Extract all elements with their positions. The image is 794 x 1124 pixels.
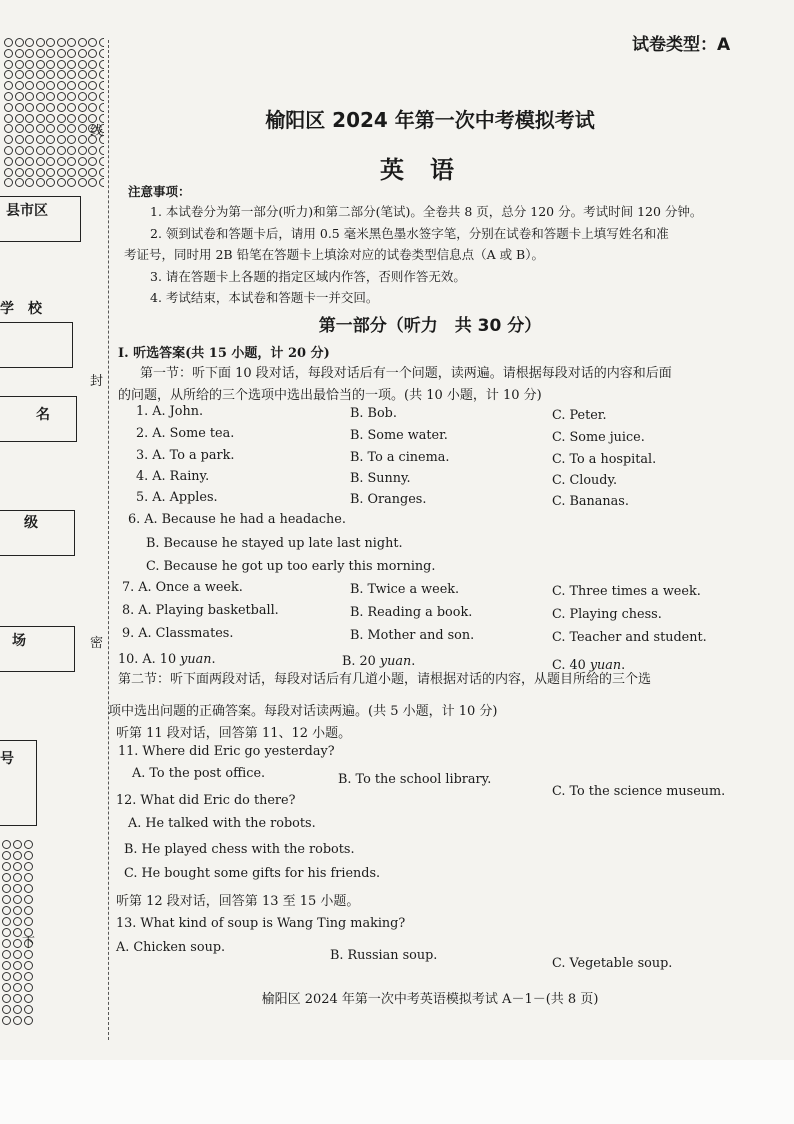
- binding-char-xia: 下: [22, 936, 36, 951]
- q12-stem: 12. What did Eric do there?: [116, 793, 296, 808]
- q13-stem: 13. What kind of soup is Wang Ting making?: [116, 916, 406, 931]
- option-b: B. Some water.: [350, 428, 448, 443]
- sec1-instruction-2: 的问题，从所给的三个选项中选出最恰当的一项。(共 10 小题，计 10 分): [118, 388, 542, 403]
- binding-cut-line: [108, 40, 109, 1040]
- field-label-name: 名: [36, 407, 50, 423]
- notice-line-3: 考证号，同时用 2B 铅笔在答题卡上填涂对应的试卷类型信息点（A 或 B）。: [124, 247, 544, 262]
- q10-option-b: B. 20 yuan.: [342, 654, 416, 669]
- option-b: B. Bob.: [350, 406, 397, 421]
- section-heading: Ⅰ. 听选答案(共 15 小题，计 20 分): [118, 346, 330, 361]
- q11-option-a: A. To the post office.: [132, 766, 266, 781]
- option-c: C. Playing chess.: [552, 607, 662, 622]
- q10-option-a: 10. A. 10 yuan.: [118, 652, 216, 667]
- option-a: 8. A. Playing basketball.: [122, 603, 279, 618]
- field-label-number: 号: [0, 751, 14, 767]
- page-bottom-edge: [0, 1060, 794, 1124]
- option-a: 5. A. Apples.: [136, 490, 218, 505]
- notice-line-2: 2. 领到试卷和答题卡后，请用 0.5 毫米黑色墨水签字笔，分别在试卷和答题卡上填写姓名和准: [150, 226, 669, 241]
- notice-heading: 注意事项：: [128, 184, 191, 199]
- option-a: 2. A. Some tea.: [136, 426, 235, 441]
- option-b: B. Reading a book.: [350, 605, 473, 620]
- q11-option-c: C. To the science museum.: [552, 784, 726, 799]
- option-c: C. Some juice.: [552, 430, 645, 445]
- option-b: B. Twice a week.: [350, 582, 460, 597]
- option-b: B. Sunny.: [350, 471, 411, 486]
- notice-line-1: 1. 本试卷分为第一部分(听力)和第二部分(笔试)。全卷共 8 页，总分 120 分。考试时间 120 分钟。: [150, 204, 703, 219]
- binding-char-mi: 密: [90, 636, 104, 651]
- q10-option-c: C. 40 yuan.: [552, 658, 626, 673]
- q12-option-a: A. He talked with the robots.: [128, 816, 316, 831]
- q13-option-c: C. Vegetable soup.: [552, 956, 673, 971]
- option-a: 1. A. John.: [136, 404, 204, 419]
- paper-type-label: 试卷类型：A: [632, 35, 731, 55]
- dialogue-11-heading: 听第 11 段对话，回答第 11、12 小题。: [116, 726, 352, 741]
- option-a: 9. A. Classmates.: [122, 626, 234, 641]
- q11-option-b: B. To the school library.: [338, 772, 492, 787]
- notice-line-5: 4. 考试结束，本试卷和答题卡一并交回。: [150, 290, 379, 305]
- page-footer: 榆阳区 2024 年第一次中考英语模拟考试 A－1－(共 8 页): [261, 992, 599, 1007]
- option-c: C. Cloudy.: [552, 473, 618, 488]
- q13-option-a: A. Chicken soup.: [116, 940, 226, 955]
- option-c: C. Three times a week.: [552, 584, 701, 599]
- q13-option-b: B. Russian soup.: [330, 948, 438, 963]
- option-b: B. To a cinema.: [350, 450, 450, 465]
- option-a: 3. A. To a park.: [136, 448, 235, 463]
- q12-option-b: B. He played chess with the robots.: [124, 842, 355, 857]
- binding-char-feng: 封: [90, 374, 104, 389]
- binding-char-xian: 线: [90, 124, 104, 139]
- dialogue-12-heading: 听第 12 段对话，回答第 13 至 15 小题。: [116, 894, 360, 909]
- q11-stem: 11. Where did Eric go yesterday?: [118, 744, 335, 759]
- q6-option-a: 6. A. Because he had a headache.: [128, 512, 346, 527]
- option-a: 4. A. Rainy.: [136, 469, 210, 484]
- sec2-instruction-2: 项中选出问题的正确答案。每段对话读两遍。(共 5 小题，计 10 分): [108, 704, 498, 719]
- part1-title: 第一部分（听力 共 30 分）: [318, 316, 542, 336]
- option-b: B. Mother and son.: [350, 628, 475, 643]
- field-label-county: 县市区: [6, 203, 48, 219]
- option-c: C. Bananas.: [552, 494, 629, 509]
- field-label-class: 级: [24, 515, 38, 531]
- q12-option-c: C. He bought some gifts for his friends.: [124, 866, 381, 881]
- notice-line-4: 3. 请在答题卡上各题的指定区域内作答，否则作答无效。: [150, 269, 466, 284]
- option-c: C. Peter.: [552, 408, 607, 423]
- option-b: B. Oranges.: [350, 492, 427, 507]
- option-c: C. Teacher and student.: [552, 630, 707, 645]
- option-a: 7. A. Once a week.: [122, 580, 243, 595]
- field-label-exam-room: 场: [12, 633, 26, 649]
- field-label-school: 学 校: [0, 301, 42, 317]
- exam-title: 榆阳区 2024 年第一次中考模拟考试: [265, 108, 595, 132]
- exam-subject: 英语: [380, 156, 480, 184]
- q6-option-c: C. Because he got up too early this morning.: [146, 559, 436, 574]
- sec2-instruction-1: 第二节：听下面两段对话，每段对话后有几道小题，请根据对话的内容，从题目所给的三个选: [118, 672, 652, 687]
- q6-option-b: B. Because he stayed up late last night.: [146, 536, 403, 551]
- option-c: C. To a hospital.: [552, 452, 657, 467]
- sec1-instruction-1: 第一节：听下面 10 段对话，每段对话后有一个问题，读两遍。请根据每段对话的内容和后面: [140, 366, 672, 381]
